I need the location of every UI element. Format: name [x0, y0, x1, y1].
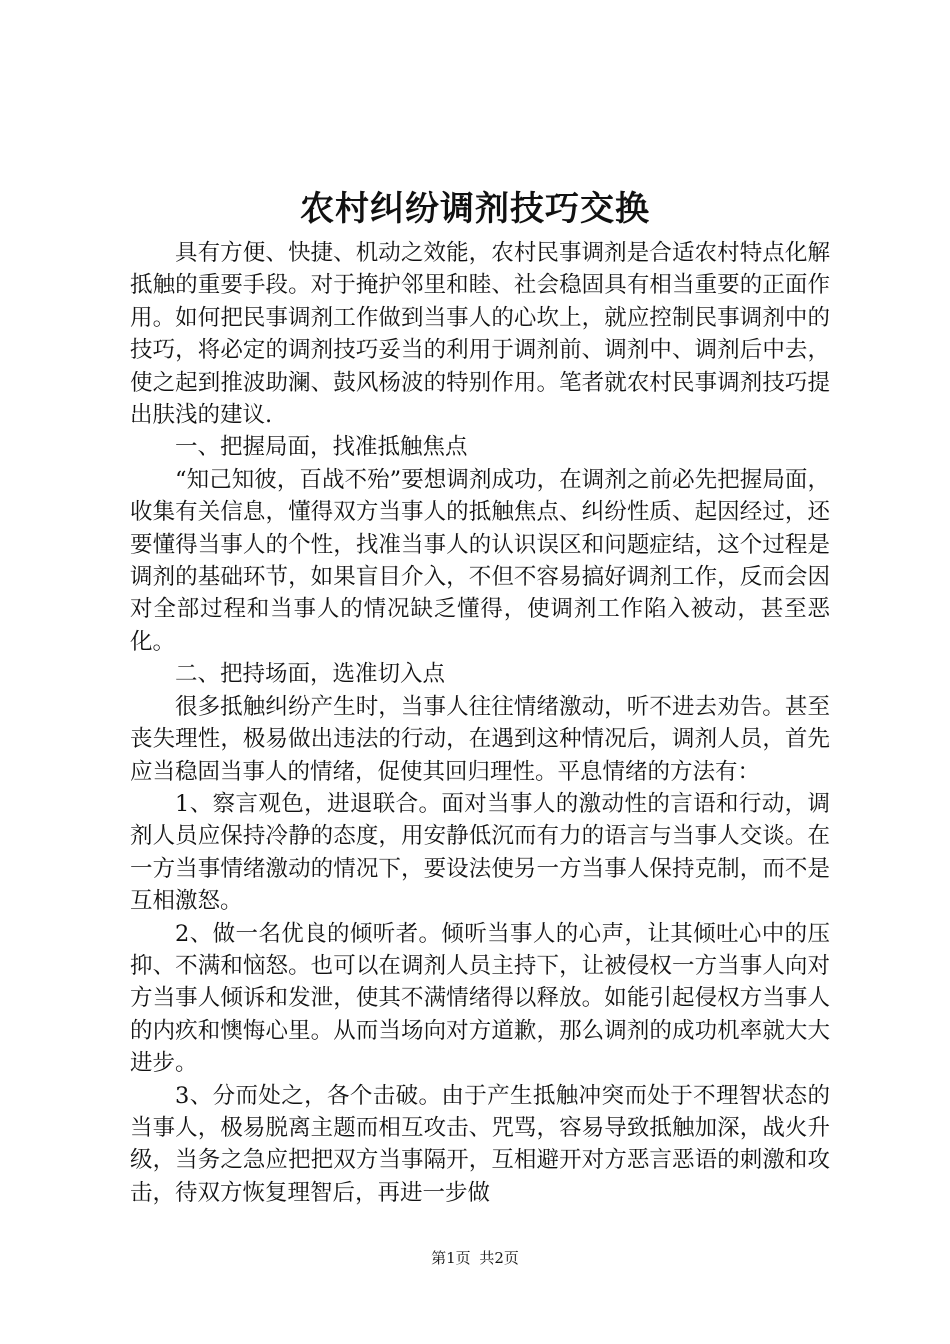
- section-1-paragraph: “知己知彼，百战不殆”要想调剂成功，在调剂之前必先把握局面，收集有关信息，懂得双方当事人的抵触焦点、纠纷性质、起因经过，还要懂得当事人的个性，找准当事人的认识误区和问题症结，这个过程是调剂的基础环节，如果盲目介入，不但不容易搞好调剂工作，反而会因对全部过程和当事人的情况缺乏懂得，使调剂工作陷入被动，甚至恶化。: [130, 466, 830, 655]
- method-2-paragraph: 2、做一名优良的倾听者。倾听当事人的心声，让其倾吐心中的压抑、不满和恼怒。也可以在调剂人员主持下，让被侵权一方当事人向对方当事人倾诉和发泄，使其不满情绪得以释放。如能引起侵权方当事人的内疚和懊悔心里。从而当场向对方道歉，那么调剂的成功机率就大大进步。: [130, 920, 830, 1077]
- method-1-paragraph: 1、察言观色，进退联合。面对当事人的激动性的言语和行动，调剂人员应保持冷静的态度，用安静低沉而有力的语言与当事人交谈。在一方当事情绪激动的情况下，要设法使另一方当事人保持克制，而不是互相激怒。: [130, 790, 830, 915]
- intro-paragraph: 具有方便、快捷、机动之效能，农村民事调剂是合适农村特点化解抵触的重要手段。对于掩护邻里和睦、社会稳固具有相当重要的正面作用。如何把民事调剂工作做到当事人的心坎上，就应控制民事调剂中的技巧，将必定的调剂技巧妥当的利用于调剂前、调剂中、调剂后中去，使之起到推波助澜、鼓风杨波的特别作用。笔者就农村民事调剂技巧提出肤浅的建议.: [130, 240, 830, 429]
- section-heading-1: 一、把握局面，找准抵触焦点: [175, 434, 468, 461]
- document-title: 农村纠纷调剂技巧交换: [300, 189, 650, 229]
- page-number: 第1页: [431, 1249, 471, 1267]
- document-body: [130, 237, 830, 1209]
- section-heading-2: 二、把持场面，选准切入点: [175, 661, 446, 688]
- method-3-paragraph: 3、分而处之，各个击破。由于产生抵触冲突而处于不理智状态的当事人，极易脱离主题而相互攻击、咒骂，容易导致抵触加深，战火升级，当务之急应把把双方当事隔开，互相避开对方恶言恶语的刺激和攻击，待双方恢复理智后，再进一步做: [130, 1082, 830, 1206]
- page-footer: [0, 1248, 950, 1268]
- page-total: 共2页: [479, 1249, 519, 1267]
- section-2-paragraph: 很多抵触纠纷产生时，当事人往往情绪激动，听不进去劝告。甚至丧失理性，极易做出违法的行动，在遇到这种情况后，调剂人员，首先应当稳固当事人的情绪，促使其回归理性。平息情绪的方法有：: [130, 693, 830, 785]
